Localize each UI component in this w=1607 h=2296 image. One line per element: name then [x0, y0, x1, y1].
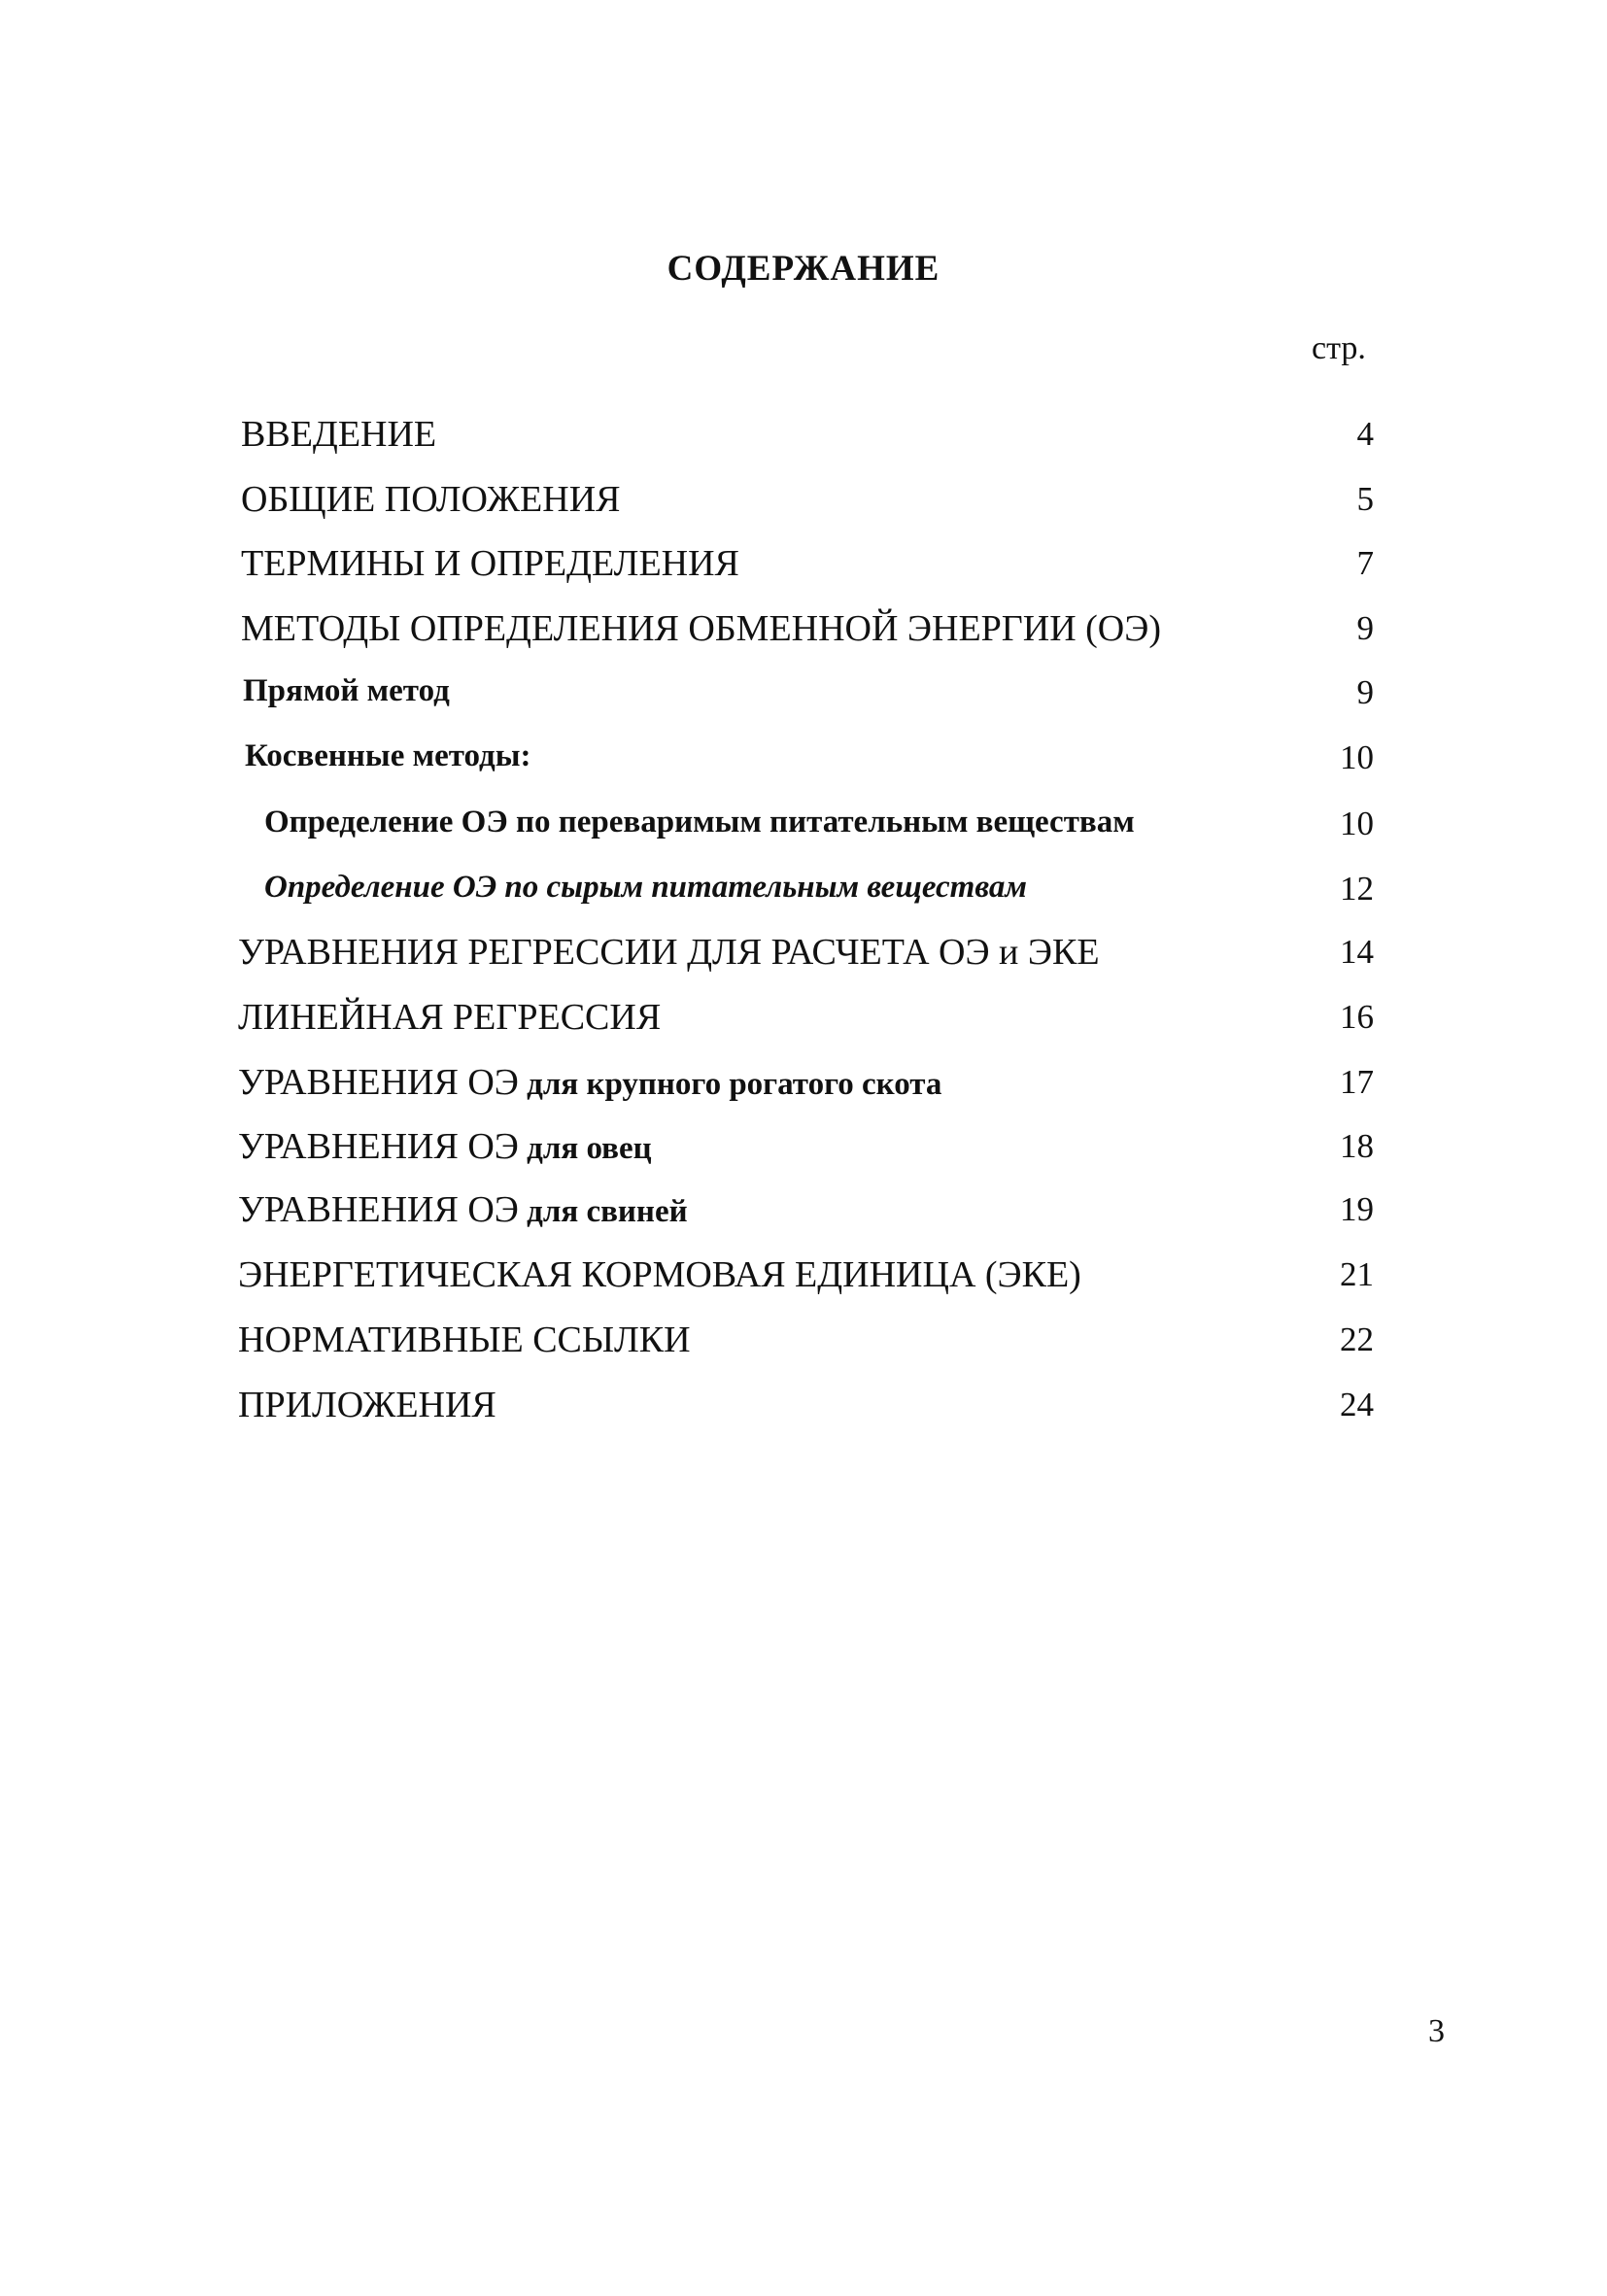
toc-entry-label-caps: УРАВНЕНИЯ ОЭ	[238, 1062, 519, 1103]
toc-entry-label-caps: УРАВНЕНИЯ ОЭ	[238, 1126, 519, 1167]
toc-entry-label: Прямой метод	[243, 673, 450, 708]
toc-entry-page: 10	[1340, 738, 1374, 776]
toc-entry	[0, 996, 1607, 1054]
toc-entry	[0, 607, 1607, 666]
toc-entry-label-rest: для крупного рогатого скота	[518, 1067, 942, 1102]
toc-entry-page: 7	[1356, 544, 1374, 582]
toc-entry-label	[238, 1125, 652, 1168]
page-number: 3	[1428, 2013, 1445, 2049]
toc-entry	[0, 1319, 1607, 1377]
toc-entry-page: 22	[1340, 1320, 1374, 1358]
toc-entry-label: ЭНЕРГЕТИЧЕСКАЯ КОРМОВАЯ ЕДИНИЦА (ЭКЕ)	[238, 1254, 1081, 1295]
toc-entry	[0, 673, 1607, 732]
pages-column-header: стр.	[1312, 330, 1366, 366]
toc-entry-page: 5	[1356, 480, 1374, 518]
toc-entry-label-rest: для свиней	[518, 1194, 688, 1229]
toc-entry	[0, 478, 1607, 536]
toc-entry	[0, 738, 1607, 797]
toc-entry-label: ПРИЛОЖЕНИЯ	[238, 1385, 496, 1425]
toc-entry-label: Косвенные методы:	[245, 738, 531, 773]
toc-entry-page: 4	[1356, 415, 1374, 453]
toc-entry	[0, 931, 1607, 989]
toc-entry-label: ВВЕДЕНИЕ	[241, 414, 437, 455]
toc-entry	[0, 1125, 1607, 1183]
toc-entry-page: 12	[1340, 870, 1374, 908]
toc-entry-label-rest: для овец	[518, 1131, 652, 1166]
toc-entry-label-caps: УРАВНЕНИЯ ОЭ	[238, 1189, 519, 1230]
toc-entry	[0, 542, 1607, 600]
toc-entry-label	[238, 1061, 941, 1104]
toc-entry	[0, 1253, 1607, 1312]
toc-entry	[0, 805, 1607, 863]
toc-entry-label: Определение ОЭ по сырым питательным веществам	[264, 870, 1027, 905]
toc-entry-label	[238, 1188, 688, 1231]
toc-entry-label: ЛИНЕЙНАЯ РЕГРЕССИЯ	[238, 997, 662, 1038]
toc-entry-label: Определение ОЭ по переваримым питательным веществам	[264, 805, 1135, 840]
toc-entry	[0, 1188, 1607, 1247]
page-title: СОДЕРЖАНИЕ	[667, 249, 940, 289]
toc-entry-page: 21	[1340, 1255, 1374, 1293]
toc-entry	[0, 1061, 1607, 1119]
toc-entry	[0, 870, 1607, 928]
toc-entry	[0, 1384, 1607, 1442]
toc-entry-page: 14	[1340, 933, 1374, 971]
toc-entry-page: 17	[1340, 1063, 1374, 1101]
toc-entry	[0, 413, 1607, 471]
toc-entry-page: 18	[1340, 1127, 1374, 1165]
toc-entry-label: МЕТОДЫ ОПРЕДЕЛЕНИЯ ОБМЕННОЙ ЭНЕРГИИ (ОЭ)	[241, 608, 1161, 649]
toc-entry-label: НОРМАТИВНЫЕ ССЫЛКИ	[238, 1319, 691, 1360]
toc-entry-page: 10	[1340, 805, 1374, 842]
toc-entry-label: УРАВНЕНИЯ РЕГРЕССИИ ДЛЯ РАСЧЕТА ОЭ и ЭКЕ	[238, 932, 1100, 973]
toc-entry-page: 16	[1340, 998, 1374, 1036]
toc-entry-label: ТЕРМИНЫ И ОПРЕДЕЛЕНИЯ	[241, 543, 739, 584]
toc-entry-page: 19	[1340, 1190, 1374, 1228]
toc-entry-page: 9	[1356, 673, 1374, 711]
toc-entry-page: 24	[1340, 1386, 1374, 1423]
toc-entry-page: 9	[1356, 609, 1374, 647]
toc-entry-label: ОБЩИЕ ПОЛОЖЕНИЯ	[241, 479, 621, 520]
